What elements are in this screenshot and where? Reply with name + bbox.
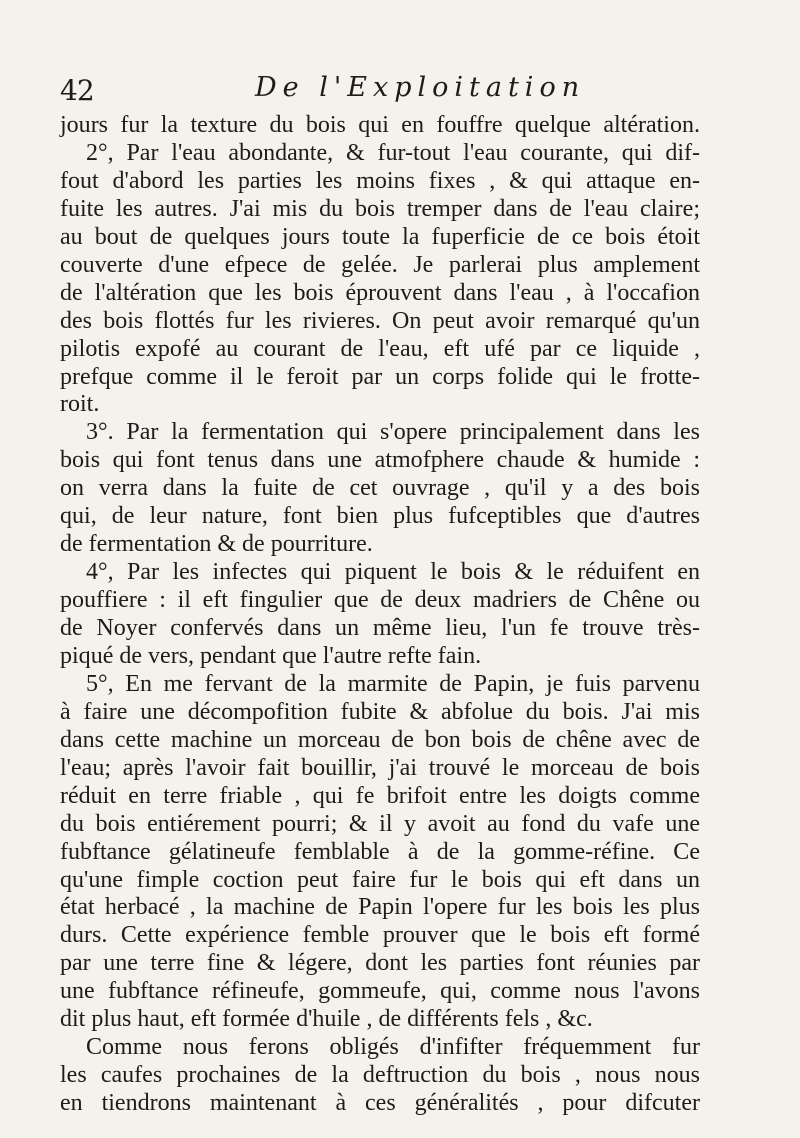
text-line: état herbacé , la machine de Papin l'opere fur les bois les plus bbox=[60, 894, 700, 921]
text-line: piqué de vers, pendant que l'autre refte fain. bbox=[60, 642, 482, 669]
text-line: de Noyer confervés dans un même lieu, l'un fe trouve très- bbox=[60, 615, 700, 641]
text-line: fubftance gélatineufe femblable à de la gomme-réfine. Ce bbox=[60, 838, 700, 865]
text-line: de fermentation & de pourriture. bbox=[60, 531, 373, 558]
text-line: réduit en terre friable , qui fe brifoit entre les doigts comme bbox=[60, 782, 700, 809]
text-line: couverte d'une efpece de gelée. Je parlerai plus amplement bbox=[60, 251, 700, 278]
text-line: durs. Cette expérience femble prouver que le bois eft formé bbox=[60, 922, 700, 949]
text-line: du bois entiérement pourri; & il y avoit au fond du vafe une bbox=[60, 810, 700, 837]
text-line: par une terre fine & légere, dont les parties font réunies par bbox=[60, 950, 700, 977]
text-line: 4°, Par les infectes qui piquent le bois & le réduifent en bbox=[86, 559, 700, 586]
text-line: au bout de quelques jours toute la fuperficie de ce bois étoit bbox=[60, 223, 700, 250]
text-line: des bois flottés fur les rivieres. On peut avoir remarqué qu'un bbox=[60, 307, 700, 334]
text-line: on verra dans la fuite de cet ouvrage , qu'il y a des bois bbox=[60, 475, 700, 502]
text-line: dit plus haut, eft formée d'huile , de différents fels , &c. bbox=[60, 1006, 593, 1033]
text-line: fuite les autres. J'ai mis du bois tremper dans de l'eau claire; bbox=[60, 195, 700, 222]
page-number: 42 bbox=[60, 74, 94, 107]
text-line: 3°. Par la fermentation qui s'opere principalement dans les bbox=[86, 419, 700, 446]
text-line: en tiendrons maintenant à ces généralités , pour difcuter bbox=[60, 1090, 700, 1117]
text-line: de l'altération que les bois éprouvent dans l'eau , à l'occafion bbox=[60, 279, 700, 306]
text-line: pilotis expofé au courant de l'eau, eft ufé par ce liquide , bbox=[60, 335, 700, 362]
text-line: 5°, En me fervant de la marmite de Papin, je fuis parvenu bbox=[86, 670, 700, 697]
text-line: qui, de leur nature, font bien plus fufceptibles que d'autres bbox=[60, 503, 700, 530]
text-line: 2°, Par l'eau abondante, & fur-tout l'eau courante, qui dif- bbox=[86, 139, 700, 166]
text-line: dans cette machine un morceau de bon bois de chêne avec de bbox=[60, 726, 700, 753]
text-line: qu'une fimple coction peut faire fur le bois qui eft dans un bbox=[60, 866, 700, 893]
text-line: jours fur la texture du bois qui en fouffre quelque altération. bbox=[60, 112, 700, 138]
text-line: une fubftance réfineufe, gommeufe, qui, comme nous l'avons bbox=[60, 978, 700, 1005]
text-line: les caufes prochaines de la deftruction du bois , nous nous bbox=[60, 1062, 700, 1089]
text-line: à faire une décompofition fubite & abfolue du bois. J'ai mis bbox=[60, 698, 700, 725]
running-head: De l'Exploitation bbox=[255, 72, 586, 103]
text-line: roit. bbox=[60, 391, 100, 418]
text-line: pouffiere : il eft fingulier que de deux madriers de Chêne ou bbox=[60, 587, 700, 614]
text-line: fout d'abord les parties les moins fixes , & qui attaque en- bbox=[60, 167, 700, 194]
text-line: Comme nous ferons obligés d'infifter fréquemment fur bbox=[86, 1034, 700, 1061]
text-line: l'eau; après l'avoir fait bouillir, j'ai trouvé le morceau de bois bbox=[60, 754, 700, 781]
text-line: bois qui font tenus dans une atmofphere chaude & humide : bbox=[60, 447, 700, 474]
text-line: prefque comme il le feroit par un corps folide qui le frotte- bbox=[60, 363, 700, 390]
